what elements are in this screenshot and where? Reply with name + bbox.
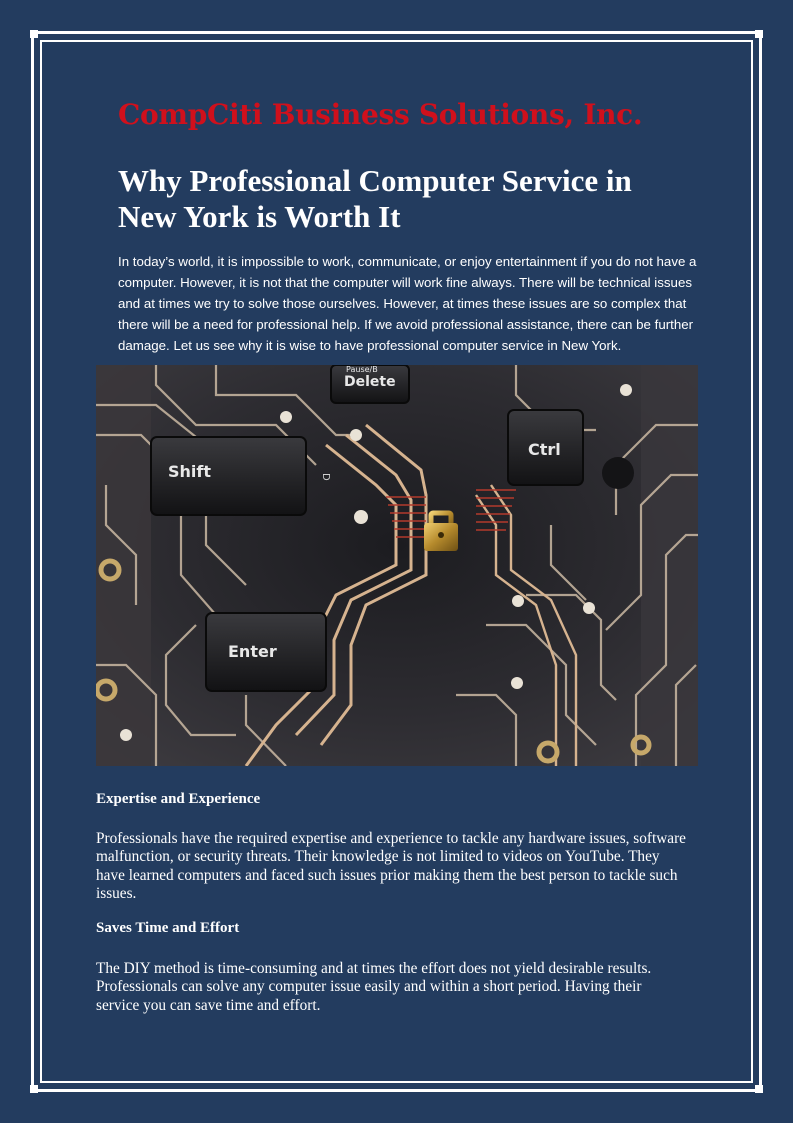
- circuit-board-keyboard-image: [96, 365, 698, 766]
- company-name: CompCiti Business Solutions, Inc.: [118, 98, 643, 131]
- section-paragraph: Professionals have the required expertise and experience to tackle any hardware issues, software malfunction, or security threats. Their knowledge is not limited to videos on YouTube. They have learned computers and faced such issues prior making them the best person to tackle such issues.: [96, 830, 686, 902]
- intro-paragraph: In today’s world, it is impossible to work, communicate, or enjoy entertainment if you do not have a computer. However, it is not that the computer will work fine always. There will be technical issues and at times we try to solve those ourselves. However, at times these issues are so complex that there will be a need for professional help. If we avoid professional assistance, there can be further damage. Let us see why it is wise to have professional computer service in New York.: [118, 254, 697, 353]
- shift-key: [151, 437, 306, 515]
- shift-key-label: Shift: [168, 462, 212, 481]
- ctrl-key: [508, 410, 583, 485]
- enter-key: [206, 613, 326, 691]
- border-corner-bottom-right: [755, 1085, 763, 1093]
- delete-key-label: Delete: [344, 374, 396, 390]
- border-corner-top-left: [30, 30, 38, 38]
- border-corner-top-right: [755, 30, 763, 38]
- section-paragraph: The DIY method is time-consuming and at times the effort does not yield desirable results. Professionals can solve any computer issue easily and within a short period. Having their service you can save time and effort.: [96, 960, 652, 1014]
- d-key: [320, 473, 331, 481]
- pause-key-label: Pause/B: [346, 365, 378, 374]
- d-key-label: D: [320, 473, 331, 481]
- ctrl-key-label: Ctrl: [528, 440, 561, 459]
- section-heading: Saves Time and Effort: [96, 920, 240, 936]
- border-corner-bottom-left: [30, 1085, 38, 1093]
- section-heading: Expertise and Experience: [96, 791, 261, 807]
- article-title: Why Professional Computer Service in New York is Worth It: [118, 163, 632, 234]
- enter-key-label: Enter: [228, 642, 277, 661]
- delete-key: [331, 365, 409, 403]
